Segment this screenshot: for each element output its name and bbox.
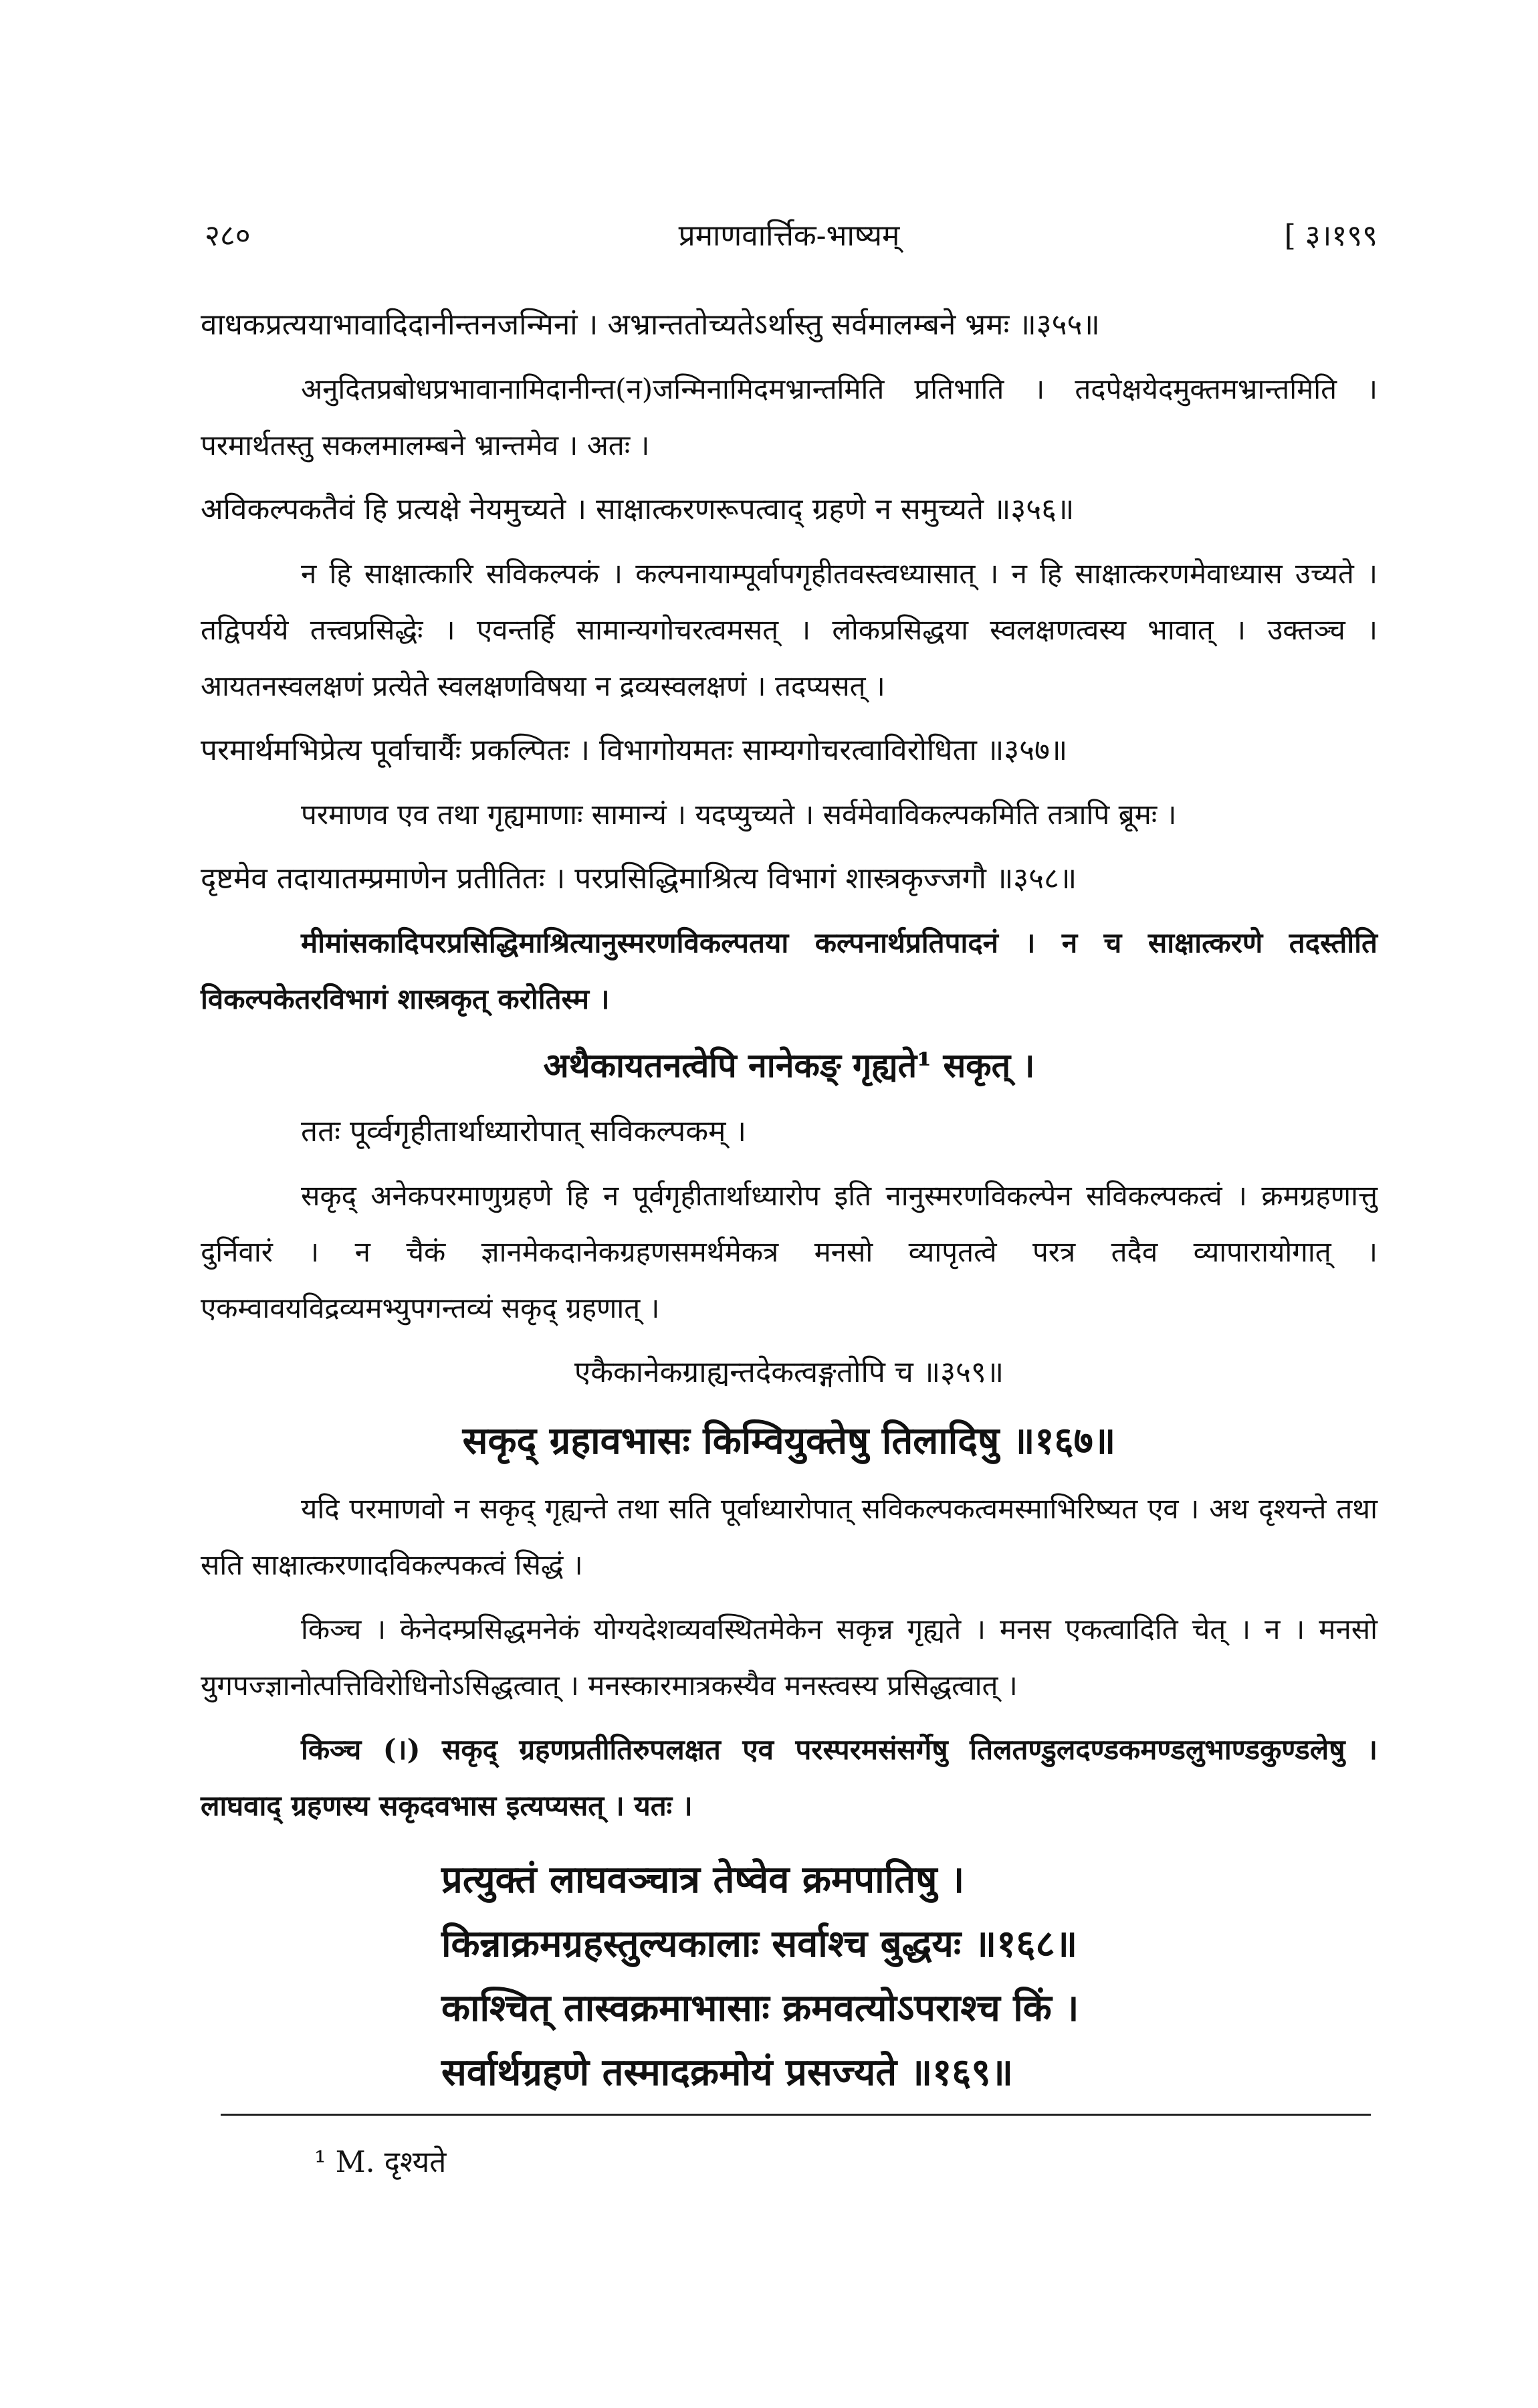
footnote: ¹ M. दृश्यते <box>314 2145 447 2179</box>
verse-line: ततः पूर्व्वगृहीतार्थाध्यारोपात् सविकल्पकम् । <box>301 1114 747 1148</box>
page <box>201 0 1378 2408</box>
running-header <box>201 201 1378 254</box>
karika-verse: सकृद् ग्रहावभासः किम्वियुक्तेषु तिलादिषु ॥१६७॥ <box>462 1419 1116 1463</box>
commentary-paragraph: किञ्च । केनेदम्प्रसिद्धमनेकं योग्यदेशव्यवस्थितमेकेन सकृन्न गृह्यते । मनस एकत्वादिति चेत् । न । मनसो युगपज्ज्ञानोत्पत्तिविरोधिनोऽसिद्धत्वात् । मनस्कारमात्रकस्यैव मनस्त्वस्य प्रसिद्धत्वात् । <box>201 1613 1378 1702</box>
stanza-line: सर्वार्थग्रहणे तस्मादक्रमोयं प्रसज्यते ॥१६९॥ <box>441 2050 1014 2094</box>
stanza-line: काश्चित् तास्वक्रमाभासाः क्रमवत्योऽपराश्च किं । <box>441 1986 1079 2030</box>
running-title: प्रमाणवार्त्तिक-भाष्यम् <box>678 219 900 253</box>
footnote-rule <box>221 2114 1371 2116</box>
section-reference: [ ३।१९९ <box>1284 219 1378 253</box>
stanza-line: किन्नाक्रमग्रहस्तुल्यकालाः सर्वाश्च बुद्धयः ॥१६८॥ <box>441 1922 1078 1966</box>
karika-stanza <box>441 1847 1378 2104</box>
commentary-paragraph: अनुदितप्रबोधप्रभावानामिदानीन्त(न)जन्मिनामिदमभ्रान्तमिति प्रतिभाति । तदपेक्षयेदमुक्तमभ्रान्तमिति । परमार्थतस्तु सकलमालम्बने भ्रान्तमेव । अतः । <box>201 373 1378 462</box>
page-body <box>201 294 1378 2104</box>
commentary-paragraph: न हि साक्षात्कारि सविकल्पकं । कल्पनायाम्पूर्वापगृहीतवस्त्वध्यासात् । न हि साक्षात्करणमेवाध्यास उच्यते । तद्विपर्यये तत्त्वप्रसिद्धेः । एवन्तर्हि सामान्यगोचरत्वमसत् । लोकप्रसिद्धया स्वलक्षणत्वस्य भावात् । उक्तञ्च । आयतनस्वलक्षणं प्रत्येते स्वलक्षणविषया न द्रव्यस्वलक्षणं । तदप्यसत् । <box>201 557 1378 702</box>
commentary-paragraph: सकृद् अनेकपरमाणुग्रहणे हि न पूर्वगृहीतार्थाध्यारोप इति नानुस्मरणविकल्पेन सविकल्पकत्वं । क्रमग्रहणात्तु दुर्निवारं । न चैकं ज्ञानमेकदानेकग्रहणसमर्थमेकत्र मनसो व्यापृतत्वे परत्र तदैव व्यापारायोगात् । एकम्वावयविद्रव्यमभ्युपगन्तव्यं सकृद् ग्रहणात् । <box>201 1179 1378 1324</box>
page-number: २८० <box>205 219 251 253</box>
commentary-paragraph: परमाणव एव तथा गृह्यमाणाः सामान्यं । यदप्युच्यते । सर्वमेवाविकल्पकमिति तत्रापि ब्रूमः । <box>301 798 1177 831</box>
verse-line: एकैकानेकग्राह्यन्तदेकत्वङ्गतोपि च ॥३५९॥ <box>574 1355 1004 1389</box>
verse-line: परमार्थमभिप्रेत्य पूर्वाचार्यैः प्रकल्पितः । विभागोयमतः साम्यगोचरत्वाविरोधिता ॥३५७॥ <box>201 733 1068 767</box>
commentary-paragraph: किञ्च (।) सकृद् ग्रहणप्रतीतिरुपलक्षत एव परस्परमसंसर्गेषु तिलतण्डुलदण्डकमण्डलुभाण्डकुण्डलेषु । लाघवाद् ग्रहणस्य सकृदवभास इत्यप्यसत् । यतः । <box>201 1733 1378 1822</box>
verse-line: वाधकप्रत्ययाभावादिदानीन्तनजन्मिनां । अभ्रान्ततोच्यतेऽर्थास्तु सर्वमालम्बने भ्रमः ॥३५५॥ <box>201 308 1100 342</box>
commentary-paragraph: मीमांसकादिपरप्रसिद्धिमाश्रित्यानुस्मरणविकल्पतया कल्पनार्थप्रतिपादनं । न च साक्षात्करणे तदस्तीति विकल्पकेतरविभागं शास्त्रकृत् करोतिस्म । <box>201 926 1378 1015</box>
verse-line: दृष्टमेव तदायातम्प्रमाणेन प्रतीतितः । परप्रसिद्धिमाश्रित्य विभागं शास्त्रकृज्जगौ ॥३५८॥ <box>201 862 1077 896</box>
commentary-paragraph: यदि परमाणवो न सकृद् गृह्यन्ते तथा सति पूर्वाध्यारोपात् सविकल्पकत्वमस्माभिरिष्यत एव । अथ दृश्यन्ते तथा सति साक्षात्करणादविकल्पकत्वं सिद्धं । <box>201 1492 1378 1581</box>
karika-verse: अथैकायतनत्वेपि नानेकङ् गृह्यते¹ सकृत् । <box>543 1045 1035 1085</box>
verse-line: अविकल्पकतैवं हि प्रत्यक्षे नेयमुच्यते । साक्षात्करणरूपत्वाद् ग्रहणे न समुच्यते ॥३५६॥ <box>201 492 1075 526</box>
stanza-line: प्रत्युक्तं लाघवञ्चात्र तेष्वेव क्रमपातिषु । <box>441 1858 965 1902</box>
